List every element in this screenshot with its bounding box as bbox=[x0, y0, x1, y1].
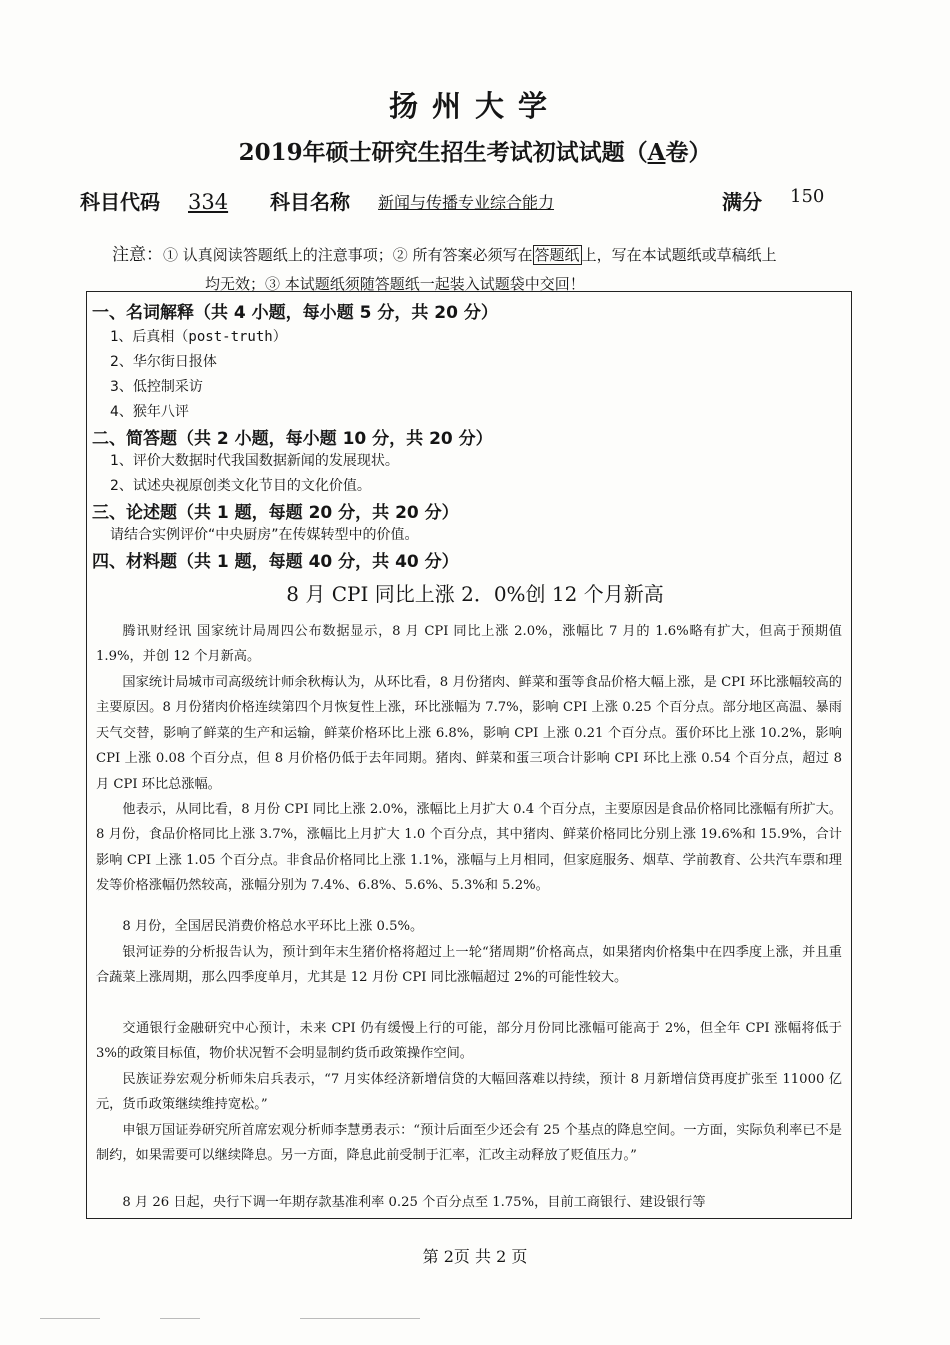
subject-code: 334 bbox=[188, 190, 229, 214]
notice-text-a: ① 认真阅读答题纸上的注意事项；② 所有答案必须写在 bbox=[163, 246, 533, 264]
section-1-item-2: 2、华尔街日报体 bbox=[110, 354, 217, 370]
article-paragraph-1: 腾讯财经讯 国家统计局周四公布数据显示，8 月 CPI 同比上涨 2.0%，涨幅比 7 月的 1.6%略有扩大，但高于预期值 1.9%，并创 12 个月新高。 bbox=[96, 624, 842, 665]
scan-speck bbox=[40, 1318, 100, 1319]
subject-code-label: 科目代码 bbox=[80, 190, 160, 214]
section-1-item-1: 1、后真相（post-truth） bbox=[110, 329, 287, 345]
subject-name-label: 科目名称 bbox=[270, 190, 350, 214]
section-1-title: 一、名词解释（共 4 小题，每小题 5 分，共 20 分） bbox=[92, 303, 498, 323]
article-title: 8 月 CPI 同比上涨 2．0%创 12 个月新高 bbox=[286, 582, 664, 606]
section-2-item-2: 2、试述央视原创类文化节目的文化价值。 bbox=[110, 478, 371, 494]
article-paragraph-4: 8 月份，全国居民消费价格总水平环比上涨 0.5%。 bbox=[122, 919, 424, 934]
section-3-title: 三、论述题（共 1 题，每题 20 分，共 20 分） bbox=[92, 503, 459, 523]
article-paragraph-6: 交通银行金融研究中心预计，未来 CPI 仍有缓慢上行的可能，部分月份同比涨幅可能高于 2%，但全年 CPI 涨幅将低于 3%的政策目标值，物价状况暂不会明显制约货币政策操作空间。 bbox=[96, 1021, 842, 1062]
section-2-title: 二、简答题（共 2 小题，每小题 10 分，共 20 分） bbox=[92, 429, 493, 449]
scan-speck bbox=[160, 1318, 200, 1319]
page-number: 第 2页 共 2 页 bbox=[422, 1247, 528, 1266]
article-paragraph-8: 申银万国证券研究所首席宏观分析师李慧勇表示：“预计后面至少还会有 25 个基点的降息空间。一方面，实际负利率已不是制约，如果需要可以继续降息。另一方面，降息此前受制于汇率，汇改主动释放了贬值压力。” bbox=[96, 1123, 842, 1164]
exam-paper-type: A bbox=[647, 139, 666, 166]
full-score: 150 bbox=[790, 186, 825, 207]
article-paragraph-7: 民族证券宏观分析师朱启兵表示，“7 月实体经济新增信贷的大幅回落难以持续，预计 8 月新增信贷再度扩张至 11000 亿元，货币政策继续维持宽松。” bbox=[96, 1072, 842, 1113]
article-paragraph-9: 8 月 26 日起，央行下调一年期存款基准利率 0.25 个百分点至 1.75%，目前工商银行、建设银行等 bbox=[122, 1195, 706, 1210]
section-2-item-1: 1、评价大数据时代我国数据新闻的发展现状。 bbox=[110, 453, 399, 469]
exam-title bbox=[0, 134, 950, 167]
exam-title-suffix: 卷） bbox=[665, 139, 712, 166]
article-paragraph-3: 他表示，从同比看，8 月份 CPI 同比上涨 2.0%，涨幅比上月扩大 0.4 个百分点，主要原因是食品价格同比涨幅有所扩大。8 月份，食品价格同比上涨 3.7%，涨幅比上月扩大 1.0 个百分点，其中猪肉、鲜菜价格同比分别上涨 19.6%和 15.9%，合计影响 CPI 上涨 1.05 个百分点。非食品价格同比上涨 1.1%，涨幅与上月相同，但家庭服务、烟草、学前教育、公共汽车票和理发等价格涨幅仍然较高，涨幅分别为 7.4%、6.8%、5.6%、5.3%和 5.2%。 bbox=[96, 802, 842, 894]
notice-label: 注意： bbox=[112, 245, 163, 265]
notice-answer-sheet: 答题纸 bbox=[534, 246, 580, 264]
article-paragraph-2: 国家统计局城市司高级统计师余秋梅认为，从环比看，8 月份猪肉、鲜菜和蛋等食品价格大幅上涨，是 CPI 环比涨幅较高的主要原因。8 月份猪肉价格连续第四个月恢复性上涨，环比涨幅为 7.7%，影响 CPI 上涨 0.25 个百分点。部分地区高温、暴雨天气交替，影响了鲜菜的生产和运输，鲜菜价格环比上涨 6.8%，影响 CPI 上涨 0.21 个百分点。蛋价环比上涨 10.2%，影响 CPI 上涨 0.08 个百分点，但 8 月价格仍低于去年同期。猪肉、鲜菜和蛋三项合计影响 CPI 环比上涨 0.54 个百分点，超过 8 月 CPI 环比总涨幅。 bbox=[96, 675, 842, 792]
notice-text-b: 上，写在本试题纸或草稿纸上 bbox=[581, 246, 777, 264]
section-1-item-3: 3、低控制采访 bbox=[110, 379, 203, 395]
section-1-item-4: 4、猴年八评 bbox=[110, 404, 189, 420]
notice-line-2: 均无效；③ 本试题纸须随答题纸一起装入试题袋中交回！ bbox=[205, 275, 585, 293]
article-paragraph-5: 银河证券的分析报告认为，预计到年末生猪价格将超过上一轮“猪周期”价格高点，如果猪肉价格集中在四季度上涨，并且重合蔬菜上涨周期，那么四季度单月，尤其是 12 月份 CPI 同比涨幅超过 2%的可能性较大。 bbox=[96, 945, 842, 986]
scan-speck bbox=[300, 1318, 420, 1319]
notice-line-1 bbox=[112, 240, 777, 265]
section-4-title: 四、材料题（共 1 题，每题 40 分，共 40 分） bbox=[92, 552, 459, 572]
subject-name: 新闻与传播专业综合能力 bbox=[378, 193, 555, 212]
university-name: 扬州大学 bbox=[388, 89, 561, 123]
section-3-item-1: 请结合实例评价“中央厨房”在传媒转型中的价值。 bbox=[110, 527, 419, 543]
exam-title-prefix: 2019年硕士研究生招生考试初试试题（ bbox=[238, 139, 648, 166]
full-score-label: 满分 bbox=[722, 190, 762, 214]
